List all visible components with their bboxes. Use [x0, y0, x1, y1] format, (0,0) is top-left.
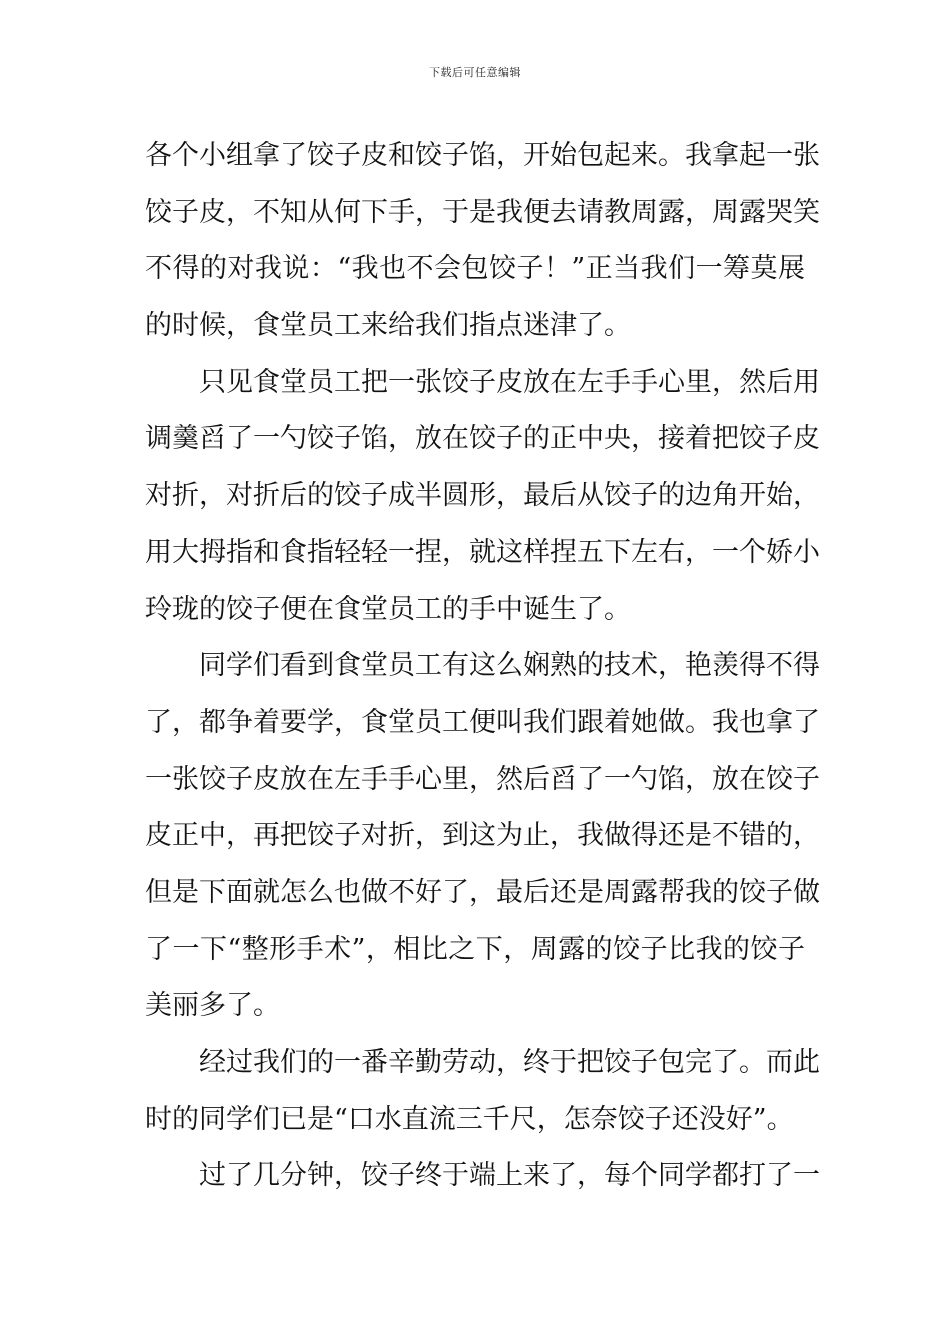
text-line: 了，都争着要学，食堂员工便叫我们跟着她做。我也拿了 [145, 706, 820, 738]
text-line: 饺子皮，不知从何下手，于是我便去请教周露，周露哭笑 [145, 196, 820, 228]
text-line: 对折，对折后的饺子成半圆形，最后从饺子的边角开始， [145, 480, 820, 512]
text-line: 经过我们的一番辛勤劳动，终于把饺子包完了。而此 [199, 1047, 820, 1078]
body-text [145, 128, 820, 1205]
text-line: 各个小组拿了饺子皮和饺子馅，开始包起来。我拿起一张 [145, 140, 820, 171]
text-line: 皮正中，再把饺子对折，到这为止，我做得还是不错的， [145, 820, 820, 852]
text-line: 但是下面就怎么也做不好了，最后还是周露帮我的饺子做 [145, 876, 820, 908]
page-header: 下载后可任意编辑 [429, 66, 521, 79]
text-line: 只见食堂员工把一张饺子皮放在左手手心里，然后用 [199, 366, 820, 398]
text-line: 美丽多了。 [145, 990, 280, 1022]
text-line: 调羹舀了一勺饺子馅，放在饺子的正中央，接着把饺子皮 [145, 423, 820, 455]
text-line: 一张饺子皮放在左手手心里，然后舀了一勺馅，放在饺子 [145, 763, 820, 795]
text-line: 用大拇指和食指轻轻一捏，就这样捏五下左右，一个娇小 [145, 536, 820, 568]
text-line: 不得的对我说：“我也不会包饺子！”正当我们一筹莫展 [145, 253, 805, 285]
text-line: 了一下“整形手术”，相比之下，周露的饺子比我的饺子 [145, 933, 805, 965]
text-line: 同学们看到食堂员工有这么娴熟的技术，艳羡得不得 [199, 650, 820, 682]
text-line: 过了几分钟，饺子终于端上来了，每个同学都打了一 [199, 1160, 820, 1192]
text-line: 玲珑的饺子便在食堂员工的手中诞生了。 [145, 593, 631, 625]
text-line: 的时候，食堂员工来给我们指点迷津了。 [145, 310, 631, 342]
text-line: 时的同学们已是“口水直流三千尺，怎奈饺子还没好”。 [145, 1103, 794, 1135]
